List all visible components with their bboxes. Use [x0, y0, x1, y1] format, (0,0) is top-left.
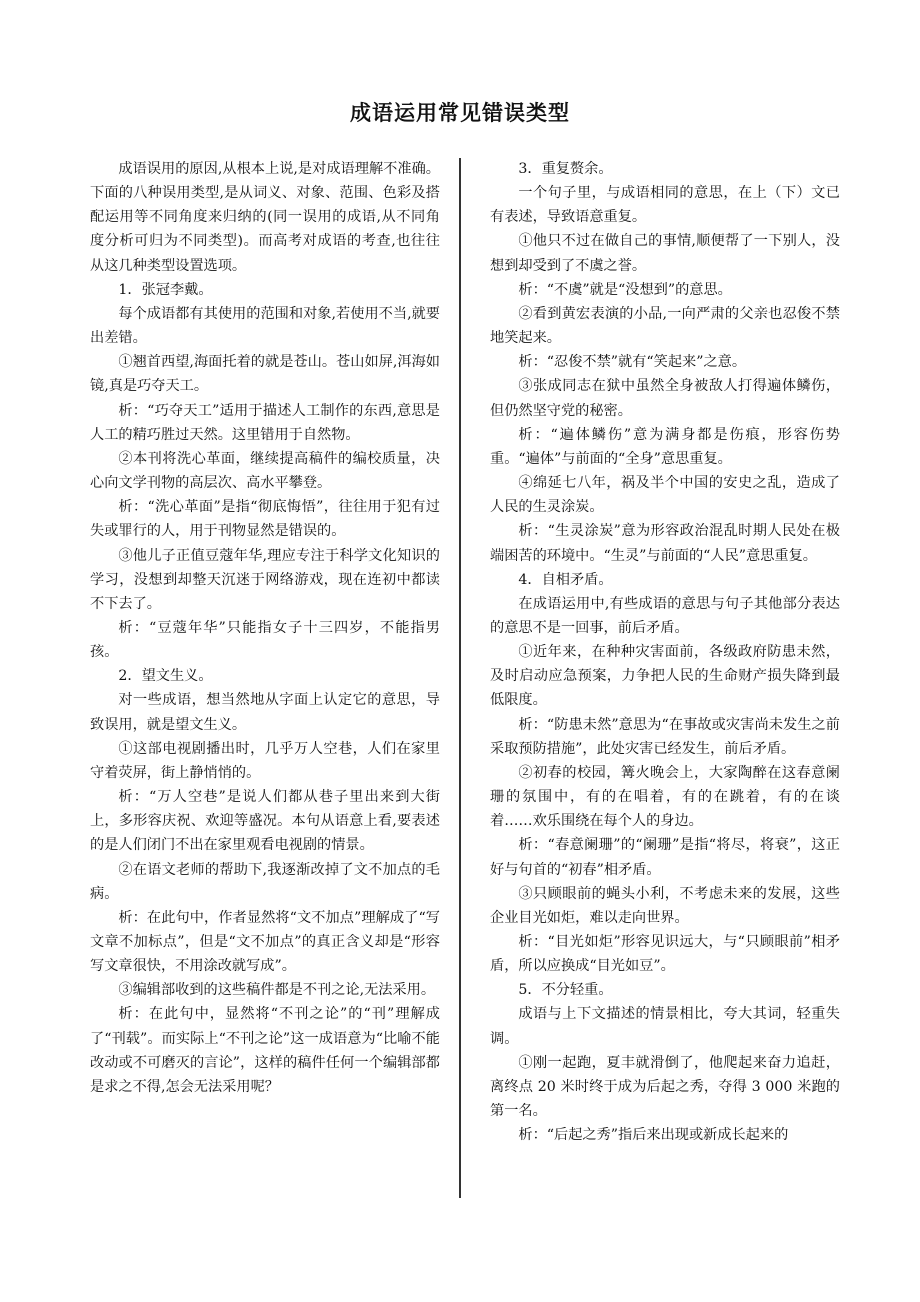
analysis: 析：“目光如炬”形容见识远大，与“只顾眼前”相矛盾，所以应换成“目光如豆”。: [490, 934, 840, 975]
analysis: 析：在此句中，作者显然将“文不加点”理解成了“写文章不加标点”，但是“文不加点”的真正含义却是“形容写文章很快，不用涂改就写成”。: [90, 909, 440, 975]
analysis: 析：在此句中，显然将“不刊之论”的“刊”理解成了“刊载”。而实际上“不刊之论”这一成语意为“比喻不能改动或不可磨灭的言论”，这样的稿件任何一个编辑部都是求之不得,怎会无法采用呢？: [90, 1006, 440, 1095]
example-sentence: ②看到黄宏表演的小品,一向严肃的父亲也忍俊不禁地笑起来。: [490, 305, 840, 347]
paragraph: 成语误用的原因,从根本上说,是对成语理解不准确。下面的八种误用类型,是从词义、对象、范围、色彩及搭配运用等不同角度来归纳的(同一误用的成语,从不同角度分析可归为不同类型)。而高考对成语的考查,也往往从这几种类型设置选项。: [90, 161, 440, 274]
section-heading-1: 1．张冠李戴。: [118, 281, 213, 298]
paragraph: 对一些成语，想当然地从字面上认定它的意思，导致误用，就是望文生义。: [90, 692, 440, 733]
section-heading-4: 4．自相矛盾。: [518, 571, 613, 588]
example-sentence: ③编辑部收到的这些稿件都是不刊之论,无法采用。: [118, 982, 436, 999]
example-sentence: ③只顾眼前的蝇头小利，不考虑未来的发展，这些企业目光如炬，难以走向世界。: [490, 885, 840, 926]
example-sentence: ①这部电视剧播出时，几乎万人空巷，人们在家里守着荧屏，街上静悄悄的。: [90, 740, 440, 781]
example-sentence: ①他只不过在做自己的事情,顺便帮了一下别人，没想到却受到了不虞之誉。: [490, 233, 840, 274]
column-divider: [459, 158, 461, 1198]
page-title: 成语运用常见错误类型: [350, 101, 570, 125]
example-sentence: ②在语文老师的帮助下,我逐渐改掉了文不加点的毛病。: [90, 861, 440, 902]
example-sentence: ②初春的校园，篝火晚会上，大家陶醉在这春意阑珊的氛围中，有的在唱着，有的在跳着，有的在谈着……欢乐围绕在每个人的身边。: [490, 764, 840, 830]
paragraph: 一个句子里，与成语相同的意思，在上（下）文已有表述，导致语意重复。: [490, 185, 840, 226]
analysis: 析：“洗心革面”是指“彻底悔悟”，往往用于犯有过失或罪行的人，用于刊物显然是错误的。: [90, 499, 440, 540]
analysis: 析：“忍俊不禁”就有“笑起来”之意。: [518, 354, 747, 371]
example-sentence: ①近年来，在种种灾害面前，各级政府防患未然，及时启动应急预案，力争把人民的生命财产损失降到最低限度。: [490, 644, 840, 709]
right-column: [490, 157, 840, 1147]
left-column: [90, 157, 440, 1099]
paragraph: 在成语运用中,有些成语的意思与句子其他部分表达的意思不是一回事，前后矛盾。: [490, 595, 840, 636]
analysis: 析：“遍体鳞伤”意为满身都是伤痕，形容伤势重。“遍体”与前面的“全身”意思重复。: [490, 426, 840, 467]
analysis: 析：“豆蔻年华”只能指女子十三四岁，不能指男孩。: [90, 619, 440, 661]
example-sentence: ③他儿子正值豆蔻年华,理应专注于科学文化知识的学习，没想到却整天沉迷于网络游戏，现在连初中都读不下去了。: [90, 547, 440, 612]
section-heading-3: 3．重复赘余。: [518, 161, 613, 177]
analysis: 析：“后起之秀”指后来出现或新成长起来的: [518, 1127, 789, 1144]
example-sentence: ④绵延七八年，祸及半个中国的安史之乱，造成了人民的生灵涂炭。: [490, 475, 840, 516]
example-sentence: ②本刊将洗心革面，继续提高稿件的编校质量，决心向文学刊物的高层次、高水平攀登。: [90, 450, 440, 492]
analysis: 析：“防患未然”意思为“在事故或灾害尚未发生之前采取预防措施”，此处灾害已经发生，前后矛盾。: [490, 716, 840, 757]
example-sentence: ③张成同志在狱中虽然全身被敌人打得遍体鳞伤，但仍然坚守党的秘密。: [490, 378, 840, 419]
analysis: 析：“万人空巷”是说人们都从巷子里出来到大街上，多形容庆祝、欢迎等盛况。本句从语意上看,要表述的是人们闭门不出在家里观看电视剧的情景。: [90, 789, 440, 854]
example-sentence: ①刚一起跑，夏丰就滑倒了，他爬起来奋力追赶，离终点 20 米时终于成为后起之秀，夺得 3 000 米跑的第一名。: [490, 1054, 840, 1120]
paragraph: 每个成语都有其使用的范围和对象,若使用不当,就要出差错。: [90, 305, 440, 347]
section-heading-2: 2．望文生义。: [118, 668, 213, 685]
section-heading-5: 5．不分轻重。: [518, 982, 613, 999]
analysis: 析：“不虞”就是“没想到”的意思。: [518, 281, 732, 298]
analysis: 析：“生灵涂炭”意为形容政治混乱时期人民处在极端困苦的环境中。“生灵”与前面的“人民”意思重复。: [490, 523, 840, 564]
paragraph: 成语与上下文描述的情景相比，夸大其词，轻重失调。: [490, 1006, 840, 1047]
example-sentence: ①翘首西望,海面托着的就是苍山。苍山如屏,洱海如镜,真是巧夺天工。: [90, 354, 440, 395]
analysis: 析：“春意阑珊”的“阑珊”是指“将尽，将衰”，这正好与句首的“初春”相矛盾。: [490, 837, 840, 878]
analysis: 析：“巧夺天工”适用于描述人工制作的东西,意思是人工的精巧胜过天然。这里错用于自然物。: [90, 402, 440, 443]
